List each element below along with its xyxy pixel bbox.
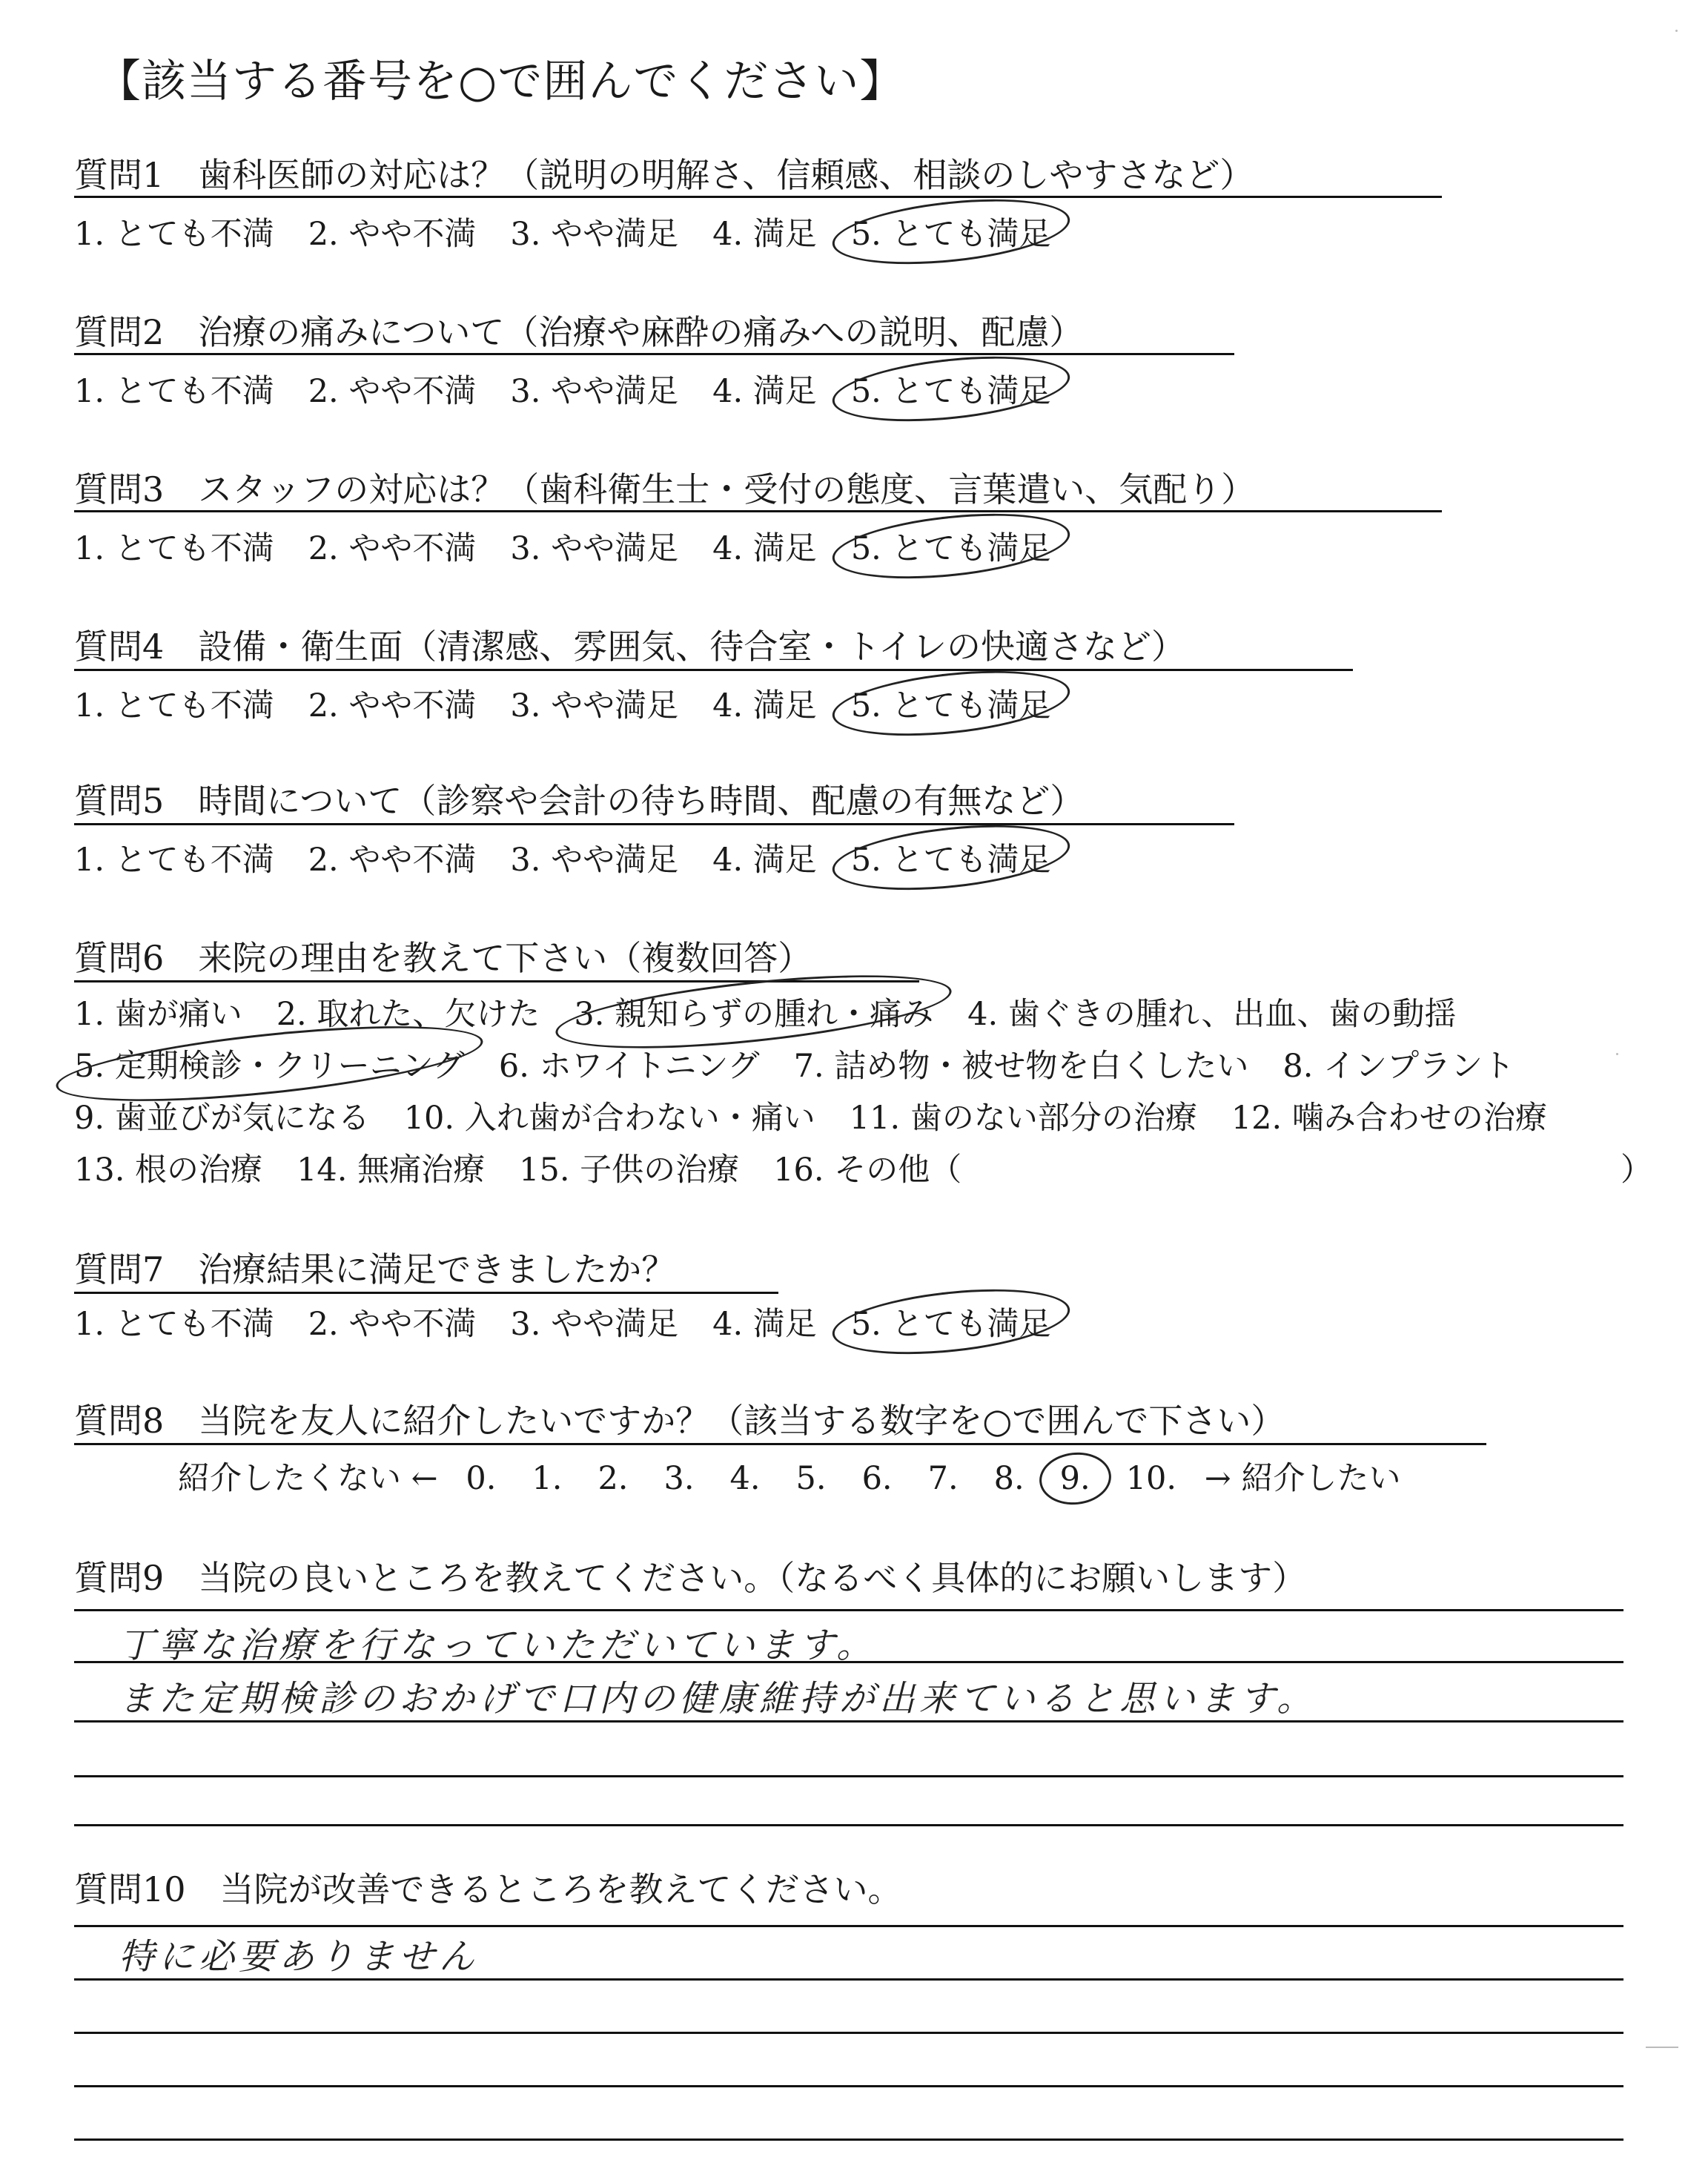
answer-option[interactable]: 1. とても不満: [74, 687, 274, 724]
answer-option[interactable]: 9. 歯並びが気になる: [74, 1100, 370, 1137]
answer-option[interactable]: 16. その他（: [773, 1152, 962, 1189]
question-4-options: [74, 681, 1085, 726]
scan-artifact: [1675, 30, 1678, 32]
scale-number[interactable]: 3.: [663, 1460, 695, 1497]
answer-option[interactable]: 13. 根の治療: [74, 1152, 263, 1189]
scale-number[interactable]: 1.: [532, 1460, 563, 1497]
answer-option[interactable]: 10. 入れ歯が合わない・痛い: [403, 1100, 815, 1137]
question-3-title: 質問3 スタッフの対応は？（歯科衛生士・受付の態度、言葉遣い、気配り）: [74, 469, 1256, 509]
scale-right-label: → 紹介したい: [1204, 1460, 1401, 1497]
answer-option[interactable]: 4. 満足: [712, 216, 817, 253]
answer-option[interactable]: 2. やや不満: [308, 1306, 477, 1343]
answer-option-circled[interactable]: 5. 定期検診・クリーニング: [74, 1041, 465, 1086]
answer-line: [74, 2032, 1623, 2034]
question-5-title: 質問5 時間について（診察や会計の待ち時間、配慮の有無など）: [74, 781, 1085, 821]
answer-option[interactable]: 4. 満足: [712, 687, 817, 724]
answer-option[interactable]: 7. 詰め物・被せ物を白くしたい: [793, 1048, 1249, 1085]
scale-number[interactable]: 7.: [927, 1460, 959, 1497]
question-10-title: 質問10 当院が改善できるところを教えてください。: [74, 1869, 902, 1909]
answer-option[interactable]: 14. 無痛治療: [297, 1152, 486, 1189]
scale-number[interactable]: 4.: [729, 1460, 761, 1497]
answer-line: [74, 1775, 1623, 1777]
answer-option[interactable]: 4. 満足: [712, 1306, 817, 1343]
answer-option[interactable]: 15. 子供の治療: [519, 1152, 740, 1189]
scale-number[interactable]: 5.: [795, 1460, 827, 1497]
question-5-options: [74, 835, 1085, 880]
answer-option[interactable]: 3. やや満足: [510, 687, 679, 724]
answer-line: [74, 2085, 1623, 2087]
question-1-options: [74, 209, 1085, 254]
answer-option[interactable]: 4. 満足: [712, 842, 817, 879]
question-6-row-4: [74, 1145, 996, 1190]
answer-line: [74, 1824, 1623, 1826]
question-2-options: [74, 366, 1085, 412]
question-3-rule: [74, 510, 1442, 512]
answer-line: [74, 2138, 1623, 2141]
answer-option[interactable]: 3. やや満足: [510, 530, 679, 567]
scale-number[interactable]: 0.: [466, 1460, 497, 1497]
answer-option-circled[interactable]: 5. とても満足: [851, 835, 1051, 880]
answer-option[interactable]: 1. とても不満: [74, 530, 274, 567]
answer-option-circled[interactable]: 5. とても満足: [851, 1299, 1051, 1344]
scale-numbers: [448, 1460, 1194, 1497]
answer-line: [74, 1925, 1623, 1927]
scan-artifact: [1646, 2047, 1678, 2048]
question-2-title: 質問2 治療の痛みについて（治療や麻酔の痛みへの説明、配慮）: [74, 312, 1084, 352]
question-8-title: 質問8 当院を友人に紹介したいですか？（該当する数字を○で囲んで下さい）: [74, 1401, 1285, 1441]
question-6-row-2: [74, 1041, 1549, 1086]
scale-number[interactable]: 8.: [993, 1460, 1025, 1497]
answer-option-circled[interactable]: 3. 親知らずの腫れ・痛み: [574, 989, 933, 1034]
answer-option[interactable]: 1. とても不満: [74, 842, 274, 879]
handwritten-answer-10-line-1: 特に必要ありません: [119, 1936, 480, 1978]
question-3-options: [74, 524, 1085, 569]
question-7-title: 質問7 治療結果に満足できましたか？: [74, 1249, 676, 1289]
question-1-rule: [74, 196, 1442, 198]
answer-option[interactable]: 1. 歯が痛い: [74, 996, 242, 1033]
question-6-row-1: [74, 989, 1490, 1034]
answer-option[interactable]: 1. とても不満: [74, 373, 274, 410]
answer-option[interactable]: 12. 噛み合わせの治療: [1231, 1100, 1547, 1137]
answer-option[interactable]: 2. やや不満: [308, 530, 477, 567]
question-6-row-3: [74, 1093, 1581, 1138]
question-2-rule: [74, 353, 1234, 355]
question-1-title: 質問1 歯科医師の対応は？（説明の明解さ、信頼感、相談のしやすさなど）: [74, 155, 1254, 195]
scale-number[interactable]: 6.: [861, 1460, 893, 1497]
answer-option-circled[interactable]: 5. とても満足: [851, 524, 1051, 569]
answer-option-circled[interactable]: 5. とても満足: [851, 209, 1051, 254]
question-8-rule: [74, 1443, 1486, 1445]
question-5-rule: [74, 823, 1234, 825]
answer-option[interactable]: 2. やや不満: [308, 687, 477, 724]
question-6-other-close: ）: [1621, 1152, 1652, 1189]
answer-option[interactable]: 4. 歯ぐきの腫れ、出血、歯の動揺: [967, 996, 1457, 1033]
question-7-options: [74, 1299, 1085, 1344]
scale-number[interactable]: 2.: [598, 1460, 629, 1497]
question-4-rule: [74, 669, 1353, 671]
answer-option-circled[interactable]: 5. とても満足: [851, 366, 1051, 412]
answer-option[interactable]: 11. 歯のない部分の治療: [849, 1100, 1197, 1137]
answer-option[interactable]: 4. 満足: [712, 530, 817, 567]
page-title: 【該当する番号を○で囲んでください】: [96, 56, 905, 108]
answer-option[interactable]: 8. インプラント: [1282, 1048, 1515, 1085]
answer-option[interactable]: 2. やや不満: [308, 373, 477, 410]
question-7-rule: [74, 1292, 778, 1294]
answer-option[interactable]: 2. やや不満: [308, 216, 477, 253]
scale-number[interactable]: 10.: [1125, 1460, 1177, 1497]
answer-option[interactable]: 6. ホワイトニング: [498, 1048, 760, 1085]
answer-option[interactable]: 3. やや満足: [510, 842, 679, 879]
question-9-title: 質問9 当院の良いところを教えてください。（なるべく具体的にお願いします）: [74, 1558, 1307, 1598]
scale-number-circled[interactable]: 9.: [1059, 1460, 1090, 1497]
handwritten-answer-9-line-1: 丁寧な治療を行なっていただいています。: [119, 1625, 877, 1666]
answer-line: [74, 1609, 1623, 1611]
answer-option[interactable]: 2. 取れた、欠けた: [276, 996, 540, 1033]
answer-option[interactable]: 3. やや満足: [510, 373, 679, 410]
answer-option[interactable]: 1. とても不満: [74, 216, 274, 253]
scan-artifact: [1616, 1053, 1618, 1055]
question-8-scale: [178, 1453, 1400, 1499]
handwritten-answer-9-line-2: また定期検診のおかげで口内の健康維持が出来ていると思います。: [119, 1678, 1317, 1720]
answer-option[interactable]: 1. とても不満: [74, 1306, 274, 1343]
scale-left-label: 紹介したくない ←: [178, 1460, 438, 1497]
question-4-title: 質問4 設備・衛生面（清潔感、雰囲気、待合室・トイレの快適さなど）: [74, 627, 1185, 667]
answer-option-circled[interactable]: 5. とても満足: [851, 681, 1051, 726]
answer-option[interactable]: 4. 満足: [712, 373, 817, 410]
answer-option[interactable]: 3. やや満足: [510, 1306, 679, 1343]
answer-option[interactable]: 2. やや不満: [308, 842, 477, 879]
answer-option[interactable]: 3. やや満足: [510, 216, 679, 253]
question-6-title: 質問6 来院の理由を教えて下さい（複数回答）: [74, 938, 812, 978]
